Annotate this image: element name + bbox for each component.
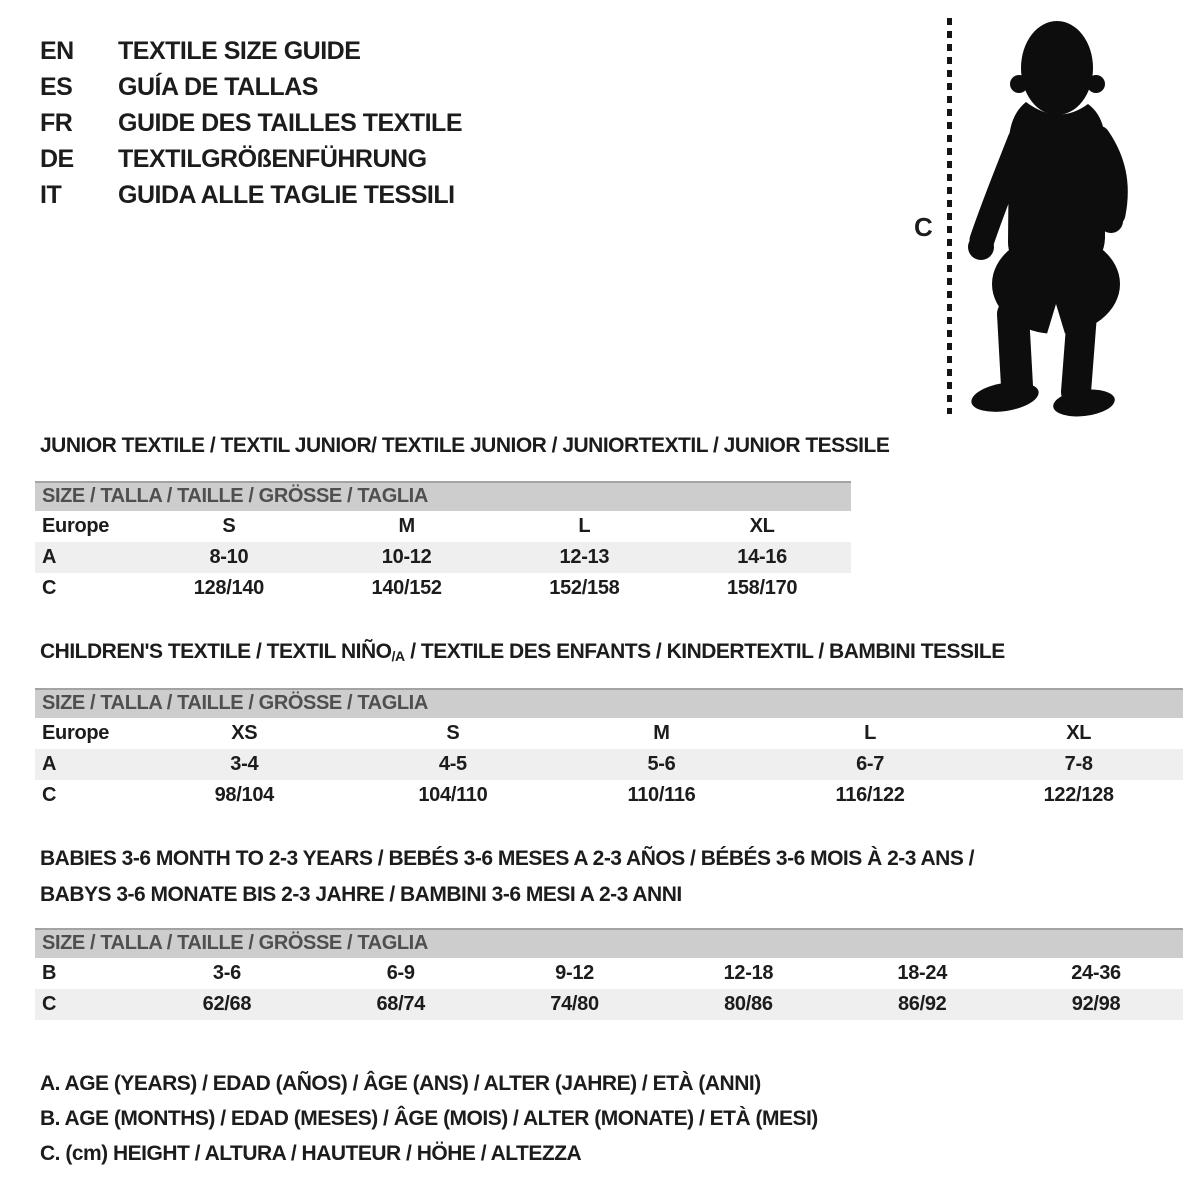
children-row-c xyxy=(35,780,1183,811)
junior-row-a xyxy=(35,542,851,573)
legend-line-1: A. AGE (YEARS) / EDAD (AÑOS) / ÂGE (ANS) / ALTER (JAHRE) / ETÀ (ANNI) xyxy=(40,1072,761,1095)
size-cell: 3-4 xyxy=(230,753,259,775)
size-cell: 122/128 xyxy=(1043,784,1114,806)
size-cell: 6-9 xyxy=(386,962,415,984)
size-cell: L xyxy=(578,515,591,537)
language-row-de xyxy=(40,141,462,177)
language-title: GUÍA DE TALLAS xyxy=(118,72,318,101)
height-dashed-line xyxy=(947,18,952,414)
size-cell: 152/158 xyxy=(549,577,620,599)
size-cell: 158/170 xyxy=(727,577,798,599)
heading-text: BABYS 3-6 MONATE BIS 2-3 JAHRE / BAMBINI 3-6 MESI A 2-3 ANNI xyxy=(40,883,682,906)
size-cell: 12-18 xyxy=(723,962,774,984)
size-cell: 86/92 xyxy=(897,993,947,1015)
size-cell: 62/68 xyxy=(202,993,252,1015)
junior-size-header-band: SIZE / TALLA / TAILLE / GRÖSSE / TAGLIA xyxy=(35,481,851,511)
babies-section-heading-line-1 xyxy=(40,846,974,871)
height-measure-label: C xyxy=(914,212,933,242)
size-cell: 14-16 xyxy=(737,546,787,568)
row-label: C xyxy=(42,577,57,599)
language-title: TEXTILE SIZE GUIDE xyxy=(118,36,361,65)
row-label: B xyxy=(42,962,57,984)
language-row-es xyxy=(40,69,462,105)
junior-section-heading xyxy=(40,433,889,458)
size-cell: 92/98 xyxy=(1071,993,1121,1015)
heading-text: / TEXTILE DES ENFANTS / KINDERTEXTIL / BAMBINI TESSILE xyxy=(404,640,1005,663)
language-row-it xyxy=(40,177,462,213)
language-code: EN xyxy=(40,36,74,65)
size-cell: 68/74 xyxy=(376,993,426,1015)
children-row-europe xyxy=(35,718,1183,749)
size-cell: 18-24 xyxy=(897,962,948,984)
language-title: GUIDA ALLE TAGLIE TESSILI xyxy=(118,180,455,209)
language-title-block xyxy=(40,33,462,213)
size-cell: M xyxy=(653,722,670,744)
size-cell: XL xyxy=(1066,722,1092,744)
babies-row-c xyxy=(35,989,1183,1020)
babies-row-b xyxy=(35,958,1183,989)
junior-row-c xyxy=(35,573,851,604)
row-label: Europe xyxy=(42,722,110,744)
heading-text: BABIES 3-6 MONTH TO 2-3 YEARS / BEBÉS 3-6 MESES A 2-3 AÑOS / BÉBÉS 3-6 MOIS À 2-3 ANS / xyxy=(40,847,975,870)
toddler-silhouette-image xyxy=(964,16,1136,418)
heading-text: /A xyxy=(391,648,405,664)
language-code: DE xyxy=(40,144,74,173)
language-code: FR xyxy=(40,108,73,137)
size-cell: 128/140 xyxy=(193,577,264,599)
language-title: TEXTILGRÖßENFÜHRUNG xyxy=(118,144,427,173)
size-cell: 140/152 xyxy=(371,577,442,599)
row-label: A xyxy=(42,753,57,775)
row-label: Europe xyxy=(42,515,110,537)
size-cell: S xyxy=(446,722,460,744)
size-cell: 104/110 xyxy=(418,784,488,806)
size-cell: 10-12 xyxy=(381,546,432,568)
size-cell: XL xyxy=(749,515,775,537)
babies-size-header-band: SIZE / TALLA / TAILLE / GRÖSSE / TAGLIA xyxy=(35,928,1183,958)
size-cell: 80/86 xyxy=(724,993,773,1015)
babies-table-rows xyxy=(35,958,1183,1020)
babies-size-table xyxy=(35,928,1183,1020)
size-cell: 12-13 xyxy=(559,546,610,568)
size-cell: 5-6 xyxy=(647,753,676,775)
size-cell: 3-6 xyxy=(212,962,241,984)
children-table-rows xyxy=(35,718,1183,811)
size-cell: 8-10 xyxy=(209,546,249,568)
size-cell: 6-7 xyxy=(856,753,885,775)
legend-line-3: C. (cm) HEIGHT / ALTURA / HAUTEUR / HÖHE / ALTEZZA xyxy=(40,1142,582,1165)
language-row-en xyxy=(40,33,462,69)
language-code: ES xyxy=(40,72,73,101)
size-cell: 74/80 xyxy=(550,993,599,1015)
size-cell: 7-8 xyxy=(1064,753,1093,775)
junior-size-table xyxy=(35,481,851,604)
size-cell: XS xyxy=(231,722,258,744)
children-size-header-band: SIZE / TALLA / TAILLE / GRÖSSE / TAGLIA xyxy=(35,688,1183,718)
row-label: C xyxy=(42,784,57,806)
row-label: A xyxy=(42,546,57,568)
heading-text: JUNIOR TEXTILE / TEXTIL JUNIOR/ TEXTILE JUNIOR / JUNIORTEXTIL / JUNIOR TESSILE xyxy=(40,434,890,457)
children-row-a xyxy=(35,749,1183,780)
junior-row-europe xyxy=(35,511,851,542)
heading-text: CHILDREN'S TEXTILE / TEXTIL NIÑO xyxy=(40,640,392,663)
children-section-heading xyxy=(40,639,1005,669)
language-row-fr xyxy=(40,105,462,141)
junior-table-rows xyxy=(35,511,851,604)
legend-line-2: B. AGE (MONTHS) / EDAD (MESES) / ÂGE (MOIS) / ALTER (MONATE) / ETÀ (MESI) xyxy=(40,1107,818,1130)
size-cell: 116/122 xyxy=(835,784,905,806)
measure-legend xyxy=(40,1072,818,1177)
row-label: C xyxy=(42,993,57,1015)
size-cell: 24-36 xyxy=(1071,962,1121,984)
language-title: GUIDE DES TAILLES TEXTILE xyxy=(118,108,463,137)
size-cell: L xyxy=(864,722,877,744)
language-code: IT xyxy=(40,180,62,209)
children-size-table xyxy=(35,688,1183,811)
size-cell: S xyxy=(222,515,236,537)
babies-section-heading-line-2 xyxy=(40,882,682,907)
size-cell: 9-12 xyxy=(555,962,594,984)
size-cell: 4-5 xyxy=(438,753,467,775)
size-cell: M xyxy=(398,515,415,537)
size-cell: 110/116 xyxy=(627,784,696,806)
size-cell: 98/104 xyxy=(214,784,274,806)
